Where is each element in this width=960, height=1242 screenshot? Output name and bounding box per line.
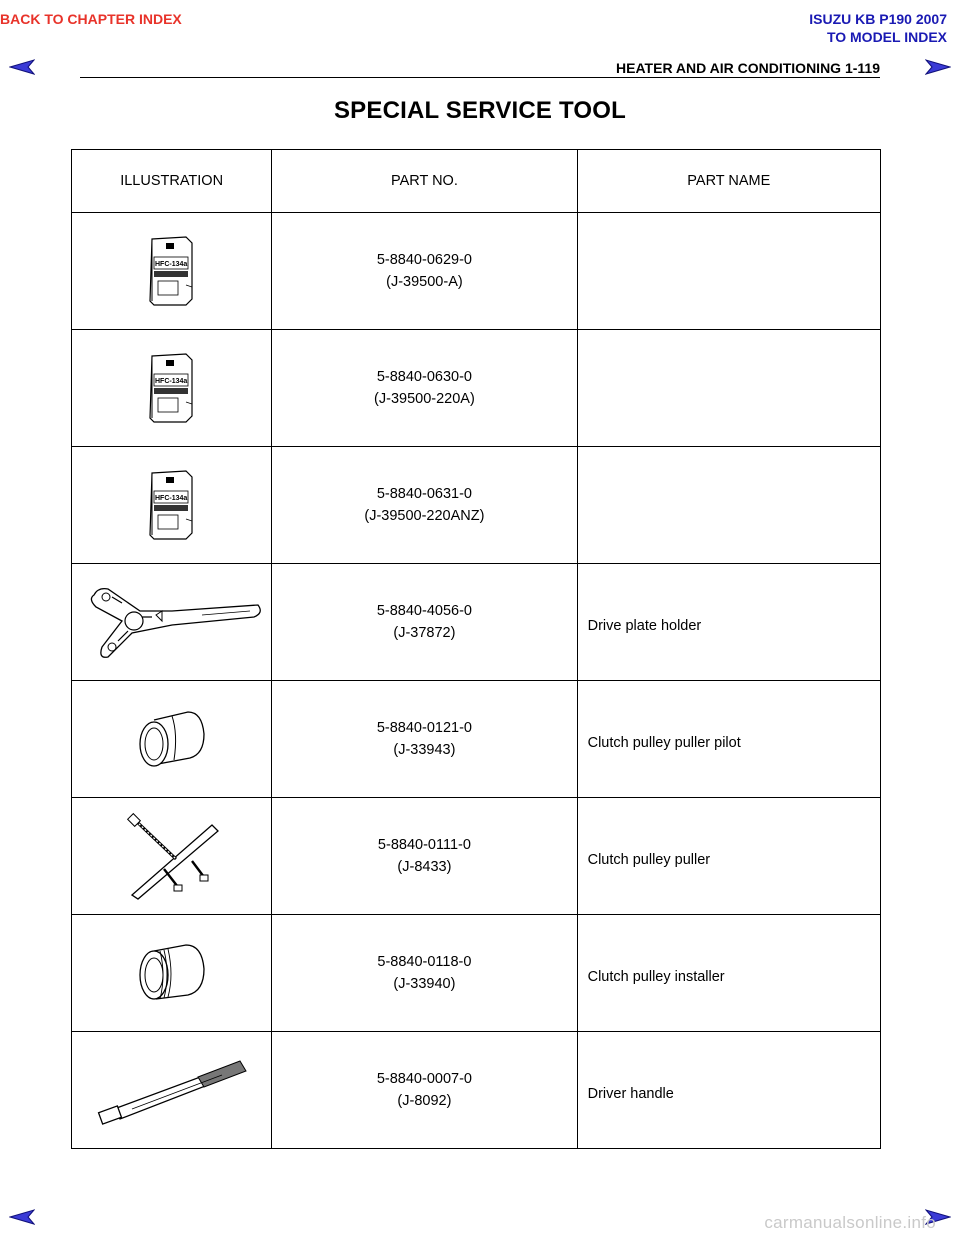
table-row — [72, 1032, 881, 1149]
part-no-cell — [272, 213, 577, 330]
part-name-cell — [577, 213, 880, 330]
illustration-cell — [72, 213, 272, 330]
illustration-cell — [72, 681, 272, 798]
prev-page-arrow-icon[interactable] — [9, 59, 35, 75]
illustration-cell — [72, 447, 272, 564]
driver-handle-icon — [92, 1055, 252, 1125]
part-name-cell — [577, 330, 880, 447]
alt-part-number: (J-39500-A) — [386, 274, 463, 290]
prev-page-arrow-icon[interactable] — [9, 1209, 35, 1225]
illustration-cell — [72, 564, 272, 681]
next-page-arrow-icon[interactable] — [925, 59, 951, 75]
running-head: HEATER AND AIR CONDITIONING 1-119 — [616, 60, 880, 76]
table-row — [72, 681, 881, 798]
illustration-cell — [72, 1032, 272, 1149]
part-no-cell — [272, 681, 577, 798]
illustration-cell — [72, 330, 272, 447]
table-row — [72, 564, 881, 681]
table-row — [72, 798, 881, 915]
alt-part-number: (J-33940) — [393, 976, 456, 992]
part-no-cell — [272, 564, 577, 681]
part-number: 5-8840-0007-0 — [376, 1071, 472, 1087]
special-service-tool-table — [71, 149, 881, 1149]
alt-part-number: (J-8433) — [397, 859, 452, 875]
column-header-part-no: PART NO. — [272, 150, 577, 213]
watermark: carmanualsonline.info — [764, 1213, 936, 1232]
table-row — [72, 213, 881, 330]
part-number: 5-8840-0630-0 — [376, 369, 472, 385]
table-row — [72, 330, 881, 447]
part-no-cell — [272, 915, 577, 1032]
hfc-134a-tester-icon — [142, 465, 202, 545]
illustration-cell — [72, 798, 272, 915]
part-number: 5-8840-0631-0 — [376, 486, 472, 502]
tester-label: HFC-134a — [154, 378, 187, 385]
illustration-cell — [72, 915, 272, 1032]
part-name-cell: Drive plate holder — [577, 564, 880, 681]
part-name-cell: Clutch pulley puller pilot — [577, 681, 880, 798]
page-title: SPECIAL SERVICE TOOL — [333, 97, 627, 124]
header-rule — [80, 77, 880, 78]
part-name-cell — [577, 447, 880, 564]
alt-part-number: (J-33943) — [393, 742, 456, 758]
puller-pilot-icon — [132, 704, 212, 774]
table-row — [72, 447, 881, 564]
part-number: 5-8840-4056-0 — [376, 603, 472, 619]
part-number: 5-8840-0118-0 — [377, 954, 472, 970]
alt-part-number: (J-39500-220A) — [374, 391, 475, 407]
tester-label: HFC-134a — [154, 495, 187, 502]
table-header-row — [72, 150, 881, 213]
hfc-134a-tester-icon — [142, 231, 202, 311]
part-number: 5-8840-0121-0 — [376, 720, 472, 736]
part-no-cell — [272, 798, 577, 915]
pulley-installer-icon — [132, 937, 212, 1009]
part-no-cell — [272, 447, 577, 564]
back-to-chapter-index-link[interactable]: BACK TO CHAPTER INDEX — [0, 11, 182, 27]
model-title-link[interactable]: ISUZU KB P190 2007 — [809, 11, 947, 27]
alt-part-number: (J-37872) — [393, 625, 456, 641]
alt-part-number: (J-39500-220ANZ) — [364, 508, 485, 524]
alt-part-number: (J-8092) — [397, 1093, 452, 1109]
to-model-index-link[interactable]: TO MODEL INDEX — [826, 29, 947, 45]
table-row — [72, 915, 881, 1032]
tester-label: HFC-134a — [154, 261, 187, 268]
part-no-cell — [272, 330, 577, 447]
part-name-cell: Clutch pulley installer — [577, 915, 880, 1032]
column-header-illustration: ILLUSTRATION — [72, 150, 272, 213]
part-no-cell — [272, 1032, 577, 1149]
part-name-cell: Clutch pulley puller — [577, 798, 880, 915]
hfc-134a-tester-icon — [142, 348, 202, 428]
part-number: 5-8840-0111-0 — [377, 837, 471, 853]
part-name-cell: Driver handle — [577, 1032, 880, 1149]
pulley-puller-icon — [112, 811, 232, 901]
drive-plate-holder-icon — [82, 577, 262, 667]
column-header-part-name: PART NAME — [577, 150, 880, 213]
part-number: 5-8840-0629-0 — [376, 252, 472, 268]
